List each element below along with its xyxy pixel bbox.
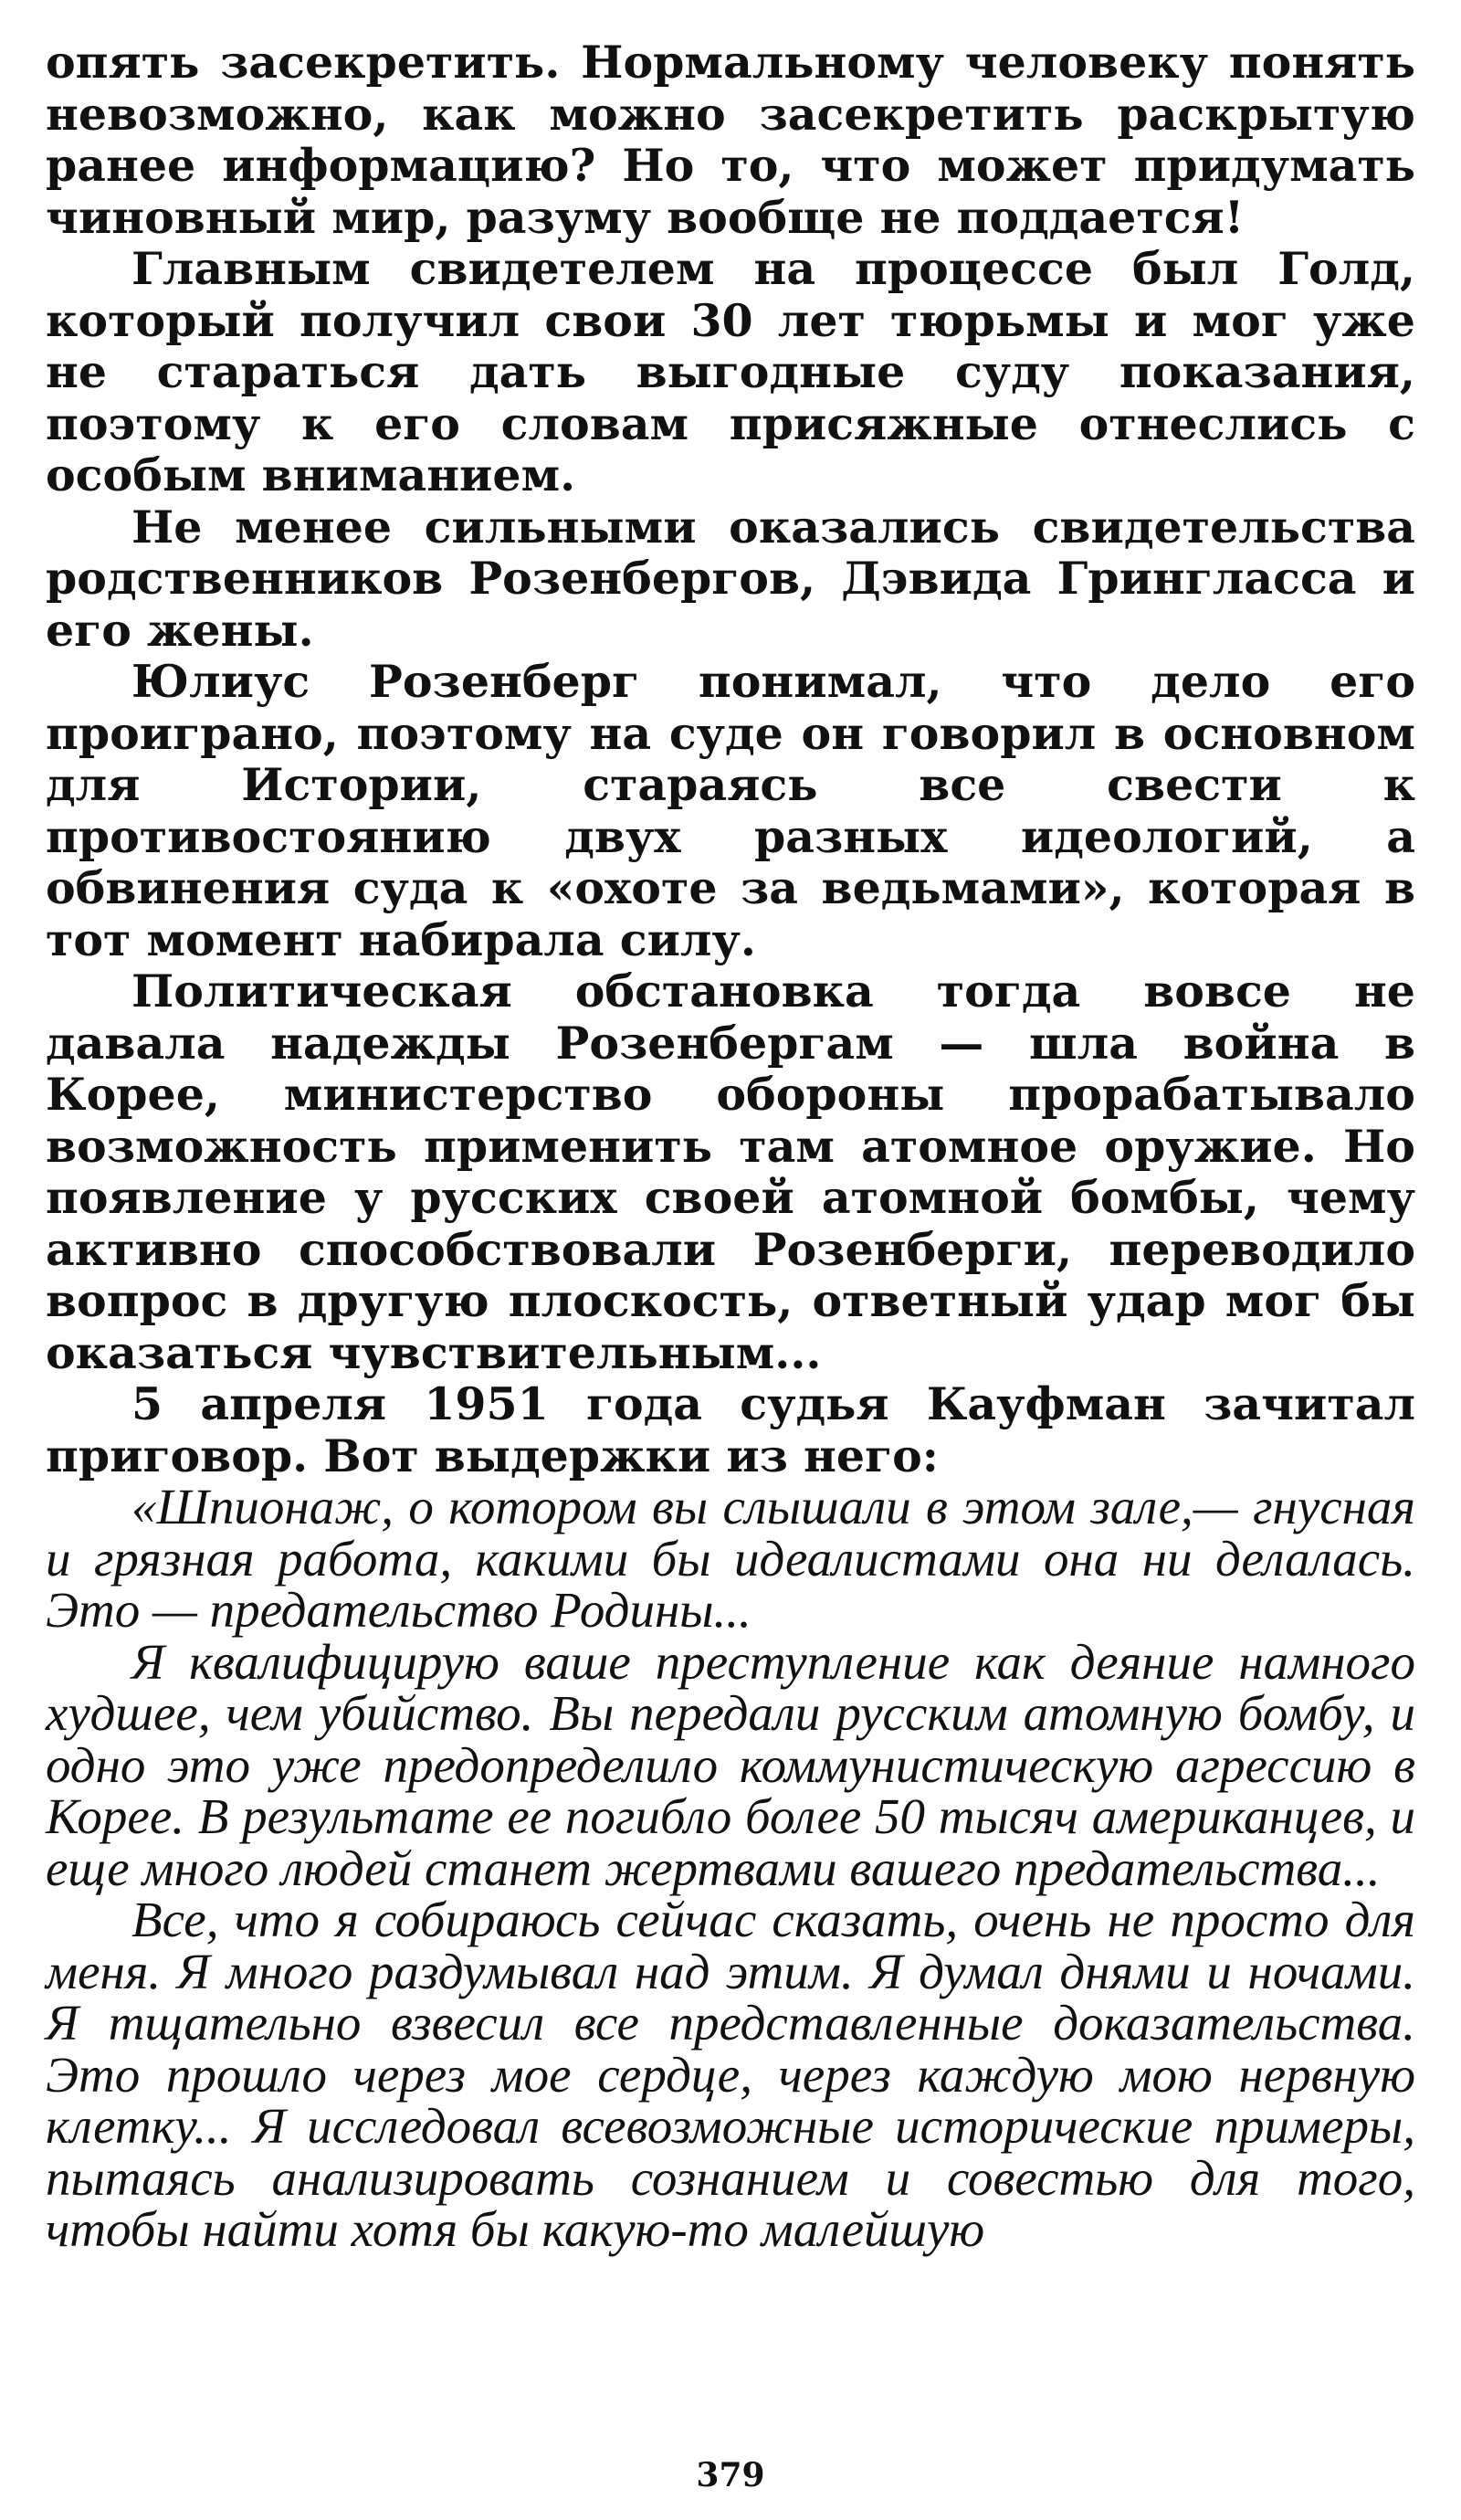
paragraph-political-situation: Политическая обстановка тогда вовсе не давала надежды Розенбергам — шла война в Корее, министерство обороны прорабатывало возможность применить там атомное оружие. Но появление у русских своей атомной бомбы, чему активно способствовали Розенберги, переводило вопрос в другую плоскость, ответный удар мог бы оказаться чувствительным... <box>46 965 1415 1379</box>
paragraph-continuation: опять засекретить. Нормальному человеку понять невозможно, как можно засекретить раскрытую ранее информацию? Но то, что может придумать чиновный мир, разуму вообще не поддается! <box>46 36 1415 244</box>
quote-qualification: Я квалифицирую ваше преступление как деяние намного худшее, чем убийство. Вы передали русским атомную бомбу, и одно это уже предопределило коммунистическую агрессию в Корее. В результате ее погибло более 50 тысяч американцев, и еще много людей станет жертвами вашего предательства... <box>46 1633 1415 1896</box>
paragraph-relatives-testimony: Не менее сильными оказались свидетельства родственников Розенбергов, Дэвида Грингласса и его жены. <box>46 500 1415 657</box>
page-number: 379 <box>696 2456 765 2494</box>
paragraph-julius-rosenberg: Юлиус Розенберг понимал, что дело его проиграно, поэтому на суде он говорил в основном для Истории, стараясь все свести к противостоянию двух разных идеологий, а обвинения суда к «охоте за ведьмами», которая в тот момент набирала силу. <box>46 655 1415 966</box>
quote-deliberation: Все, что я собираюсь сейчас сказать, очень не просто для меня. Я много раздумывал над этим. Я думал днями и ночами. Я тщательно взвесил все представленные доказательства. Это прошло через мое сердце, через каждую мою нервную клетку... Я исследовал всевозможные исторические примеры, пытаясь анализировать сознанием и совестью для того, чтобы найти хотя бы какую-то малейшую <box>46 1892 1415 2257</box>
paragraph-verdict-intro: 5 апреля 1951 года судья Кауфман зачитал приговор. Вот выдержки из него: <box>46 1377 1415 1482</box>
book-page-text <box>46 37 1415 2256</box>
paragraph-gold-witness: Главным свидетелем на процессе был Голд, который получил свои 30 лет тюрьмы и мог уже не стараться дать выгодные суду показания, поэтому к его словам присяжные отнеслись с особым вниманием. <box>46 242 1415 501</box>
quote-espionage: «Шпионаж, о котором вы слышали в этом зале,— гнусная и грязная работа, какими бы идеалистами она ни делалась. Это — предательство Родины... <box>46 1479 1415 1638</box>
